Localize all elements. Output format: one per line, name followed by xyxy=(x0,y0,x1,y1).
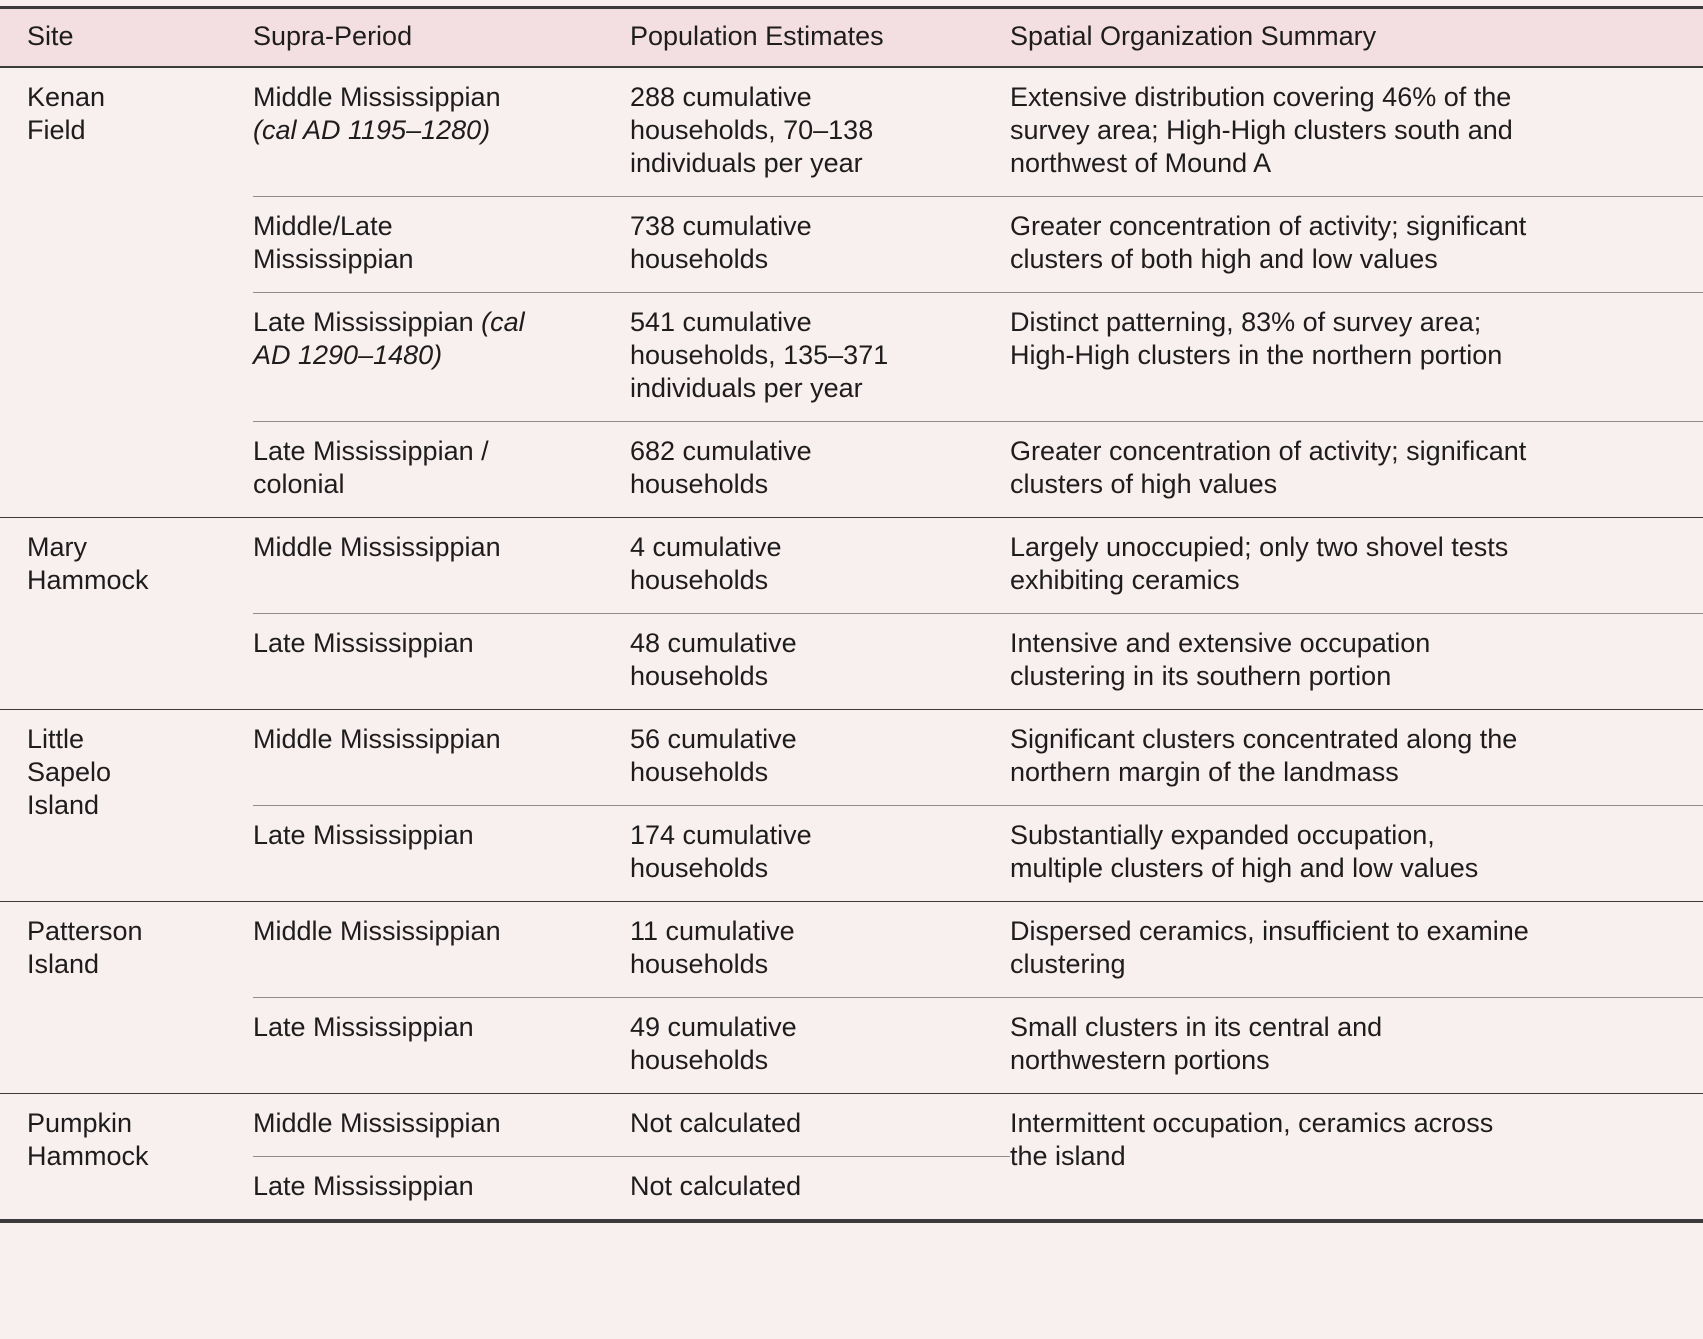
table-body xyxy=(0,67,1703,1221)
period-cell xyxy=(253,614,630,710)
spatial-text: Distinct patterning, 83% of survey area; High-High clusters in the northern portion xyxy=(1010,307,1503,370)
period-label: Middle Mississippian xyxy=(253,724,501,754)
spatial-cell xyxy=(1010,998,1703,1094)
table-row xyxy=(0,806,1703,902)
table-row xyxy=(0,422,1703,518)
period-label: Late Mississippian xyxy=(253,307,482,337)
period-text xyxy=(253,435,538,501)
period-label: Late Mississippian xyxy=(253,1012,474,1042)
site-cell xyxy=(0,67,253,518)
spatial-text: Significant clusters concentrated along the northern margin of the landmass xyxy=(1010,724,1518,787)
period-cell xyxy=(253,902,630,998)
population-text: 56 cumulative households xyxy=(630,724,797,787)
spatial-cell xyxy=(1010,67,1703,197)
population-text: 288 cumulative households, 70–138 individuals per year xyxy=(630,82,874,178)
period-cell xyxy=(253,197,630,293)
site-cell xyxy=(0,710,253,902)
population-text: 48 cumulative households xyxy=(630,628,797,691)
population-text: 682 cumulative households xyxy=(630,436,812,499)
period-text xyxy=(253,210,538,276)
period-label: Middle/Late Mississippian xyxy=(253,211,414,274)
spatial-text: Small clusters in its central and northwestern portions xyxy=(1010,1012,1383,1075)
spatial-cell xyxy=(1010,1094,1703,1222)
spatial-cell xyxy=(1010,197,1703,293)
site-name: Pumpkin Hammock xyxy=(27,1108,149,1171)
period-text xyxy=(253,81,538,147)
population-text: Not calculated xyxy=(630,1108,802,1138)
period-text xyxy=(253,1170,538,1203)
period-cell xyxy=(253,1157,630,1222)
table-row xyxy=(0,902,1703,998)
calibrated-date-range: (cal AD 1290–1480) xyxy=(253,307,525,370)
table-row xyxy=(0,518,1703,614)
table-row xyxy=(0,614,1703,710)
spatial-cell xyxy=(1010,518,1703,614)
period-cell xyxy=(253,1094,630,1157)
population-text: 4 cumulative households xyxy=(630,532,782,595)
period-text xyxy=(253,531,538,564)
spatial-cell xyxy=(1010,902,1703,998)
population-text: 174 cumulative households xyxy=(630,820,812,883)
period-cell xyxy=(253,422,630,518)
table-row xyxy=(0,1094,1703,1157)
population-cell xyxy=(630,1094,1010,1157)
column-header-supra-period xyxy=(253,8,630,68)
spatial-cell xyxy=(1010,806,1703,902)
spatial-text: Substantially expanded occupation, multiple clusters of high and low values xyxy=(1010,820,1479,883)
population-cell xyxy=(630,710,1010,806)
site-cell xyxy=(0,1094,253,1222)
spatial-cell xyxy=(1010,422,1703,518)
site-name: Little Sapelo Island xyxy=(27,724,112,820)
population-cell xyxy=(630,518,1010,614)
period-cell xyxy=(253,806,630,902)
column-header-site xyxy=(0,8,253,68)
spatial-text: Dispersed ceramics, insufficient to examine clustering xyxy=(1010,916,1529,979)
period-text xyxy=(253,627,538,660)
population-cell xyxy=(630,1157,1010,1222)
column-header-supra-period-label: Supra-Period xyxy=(253,21,413,51)
population-text: 541 cumulative households, 135–371 individuals per year xyxy=(630,307,889,403)
spatial-cell xyxy=(1010,614,1703,710)
period-cell xyxy=(253,518,630,614)
table-row xyxy=(0,293,1703,422)
period-label: Late Mississippian xyxy=(253,628,474,658)
column-header-site-label: Site xyxy=(27,21,74,51)
period-label: Middle Mississippian xyxy=(253,82,501,112)
population-cell xyxy=(630,902,1010,998)
population-cell xyxy=(630,422,1010,518)
column-header-population-estimates-label: Population Estimates xyxy=(630,21,884,51)
period-text xyxy=(253,1011,538,1044)
site-cell xyxy=(0,902,253,1094)
table-row xyxy=(0,67,1703,197)
table-row xyxy=(0,197,1703,293)
table-row xyxy=(0,998,1703,1094)
population-text: 11 cumulative households xyxy=(630,916,795,979)
period-text xyxy=(253,915,538,948)
spatial-text: Intermittent occupation, ceramics across the island xyxy=(1010,1108,1494,1171)
spatial-text: Greater concentration of activity; significant clusters of high values xyxy=(1010,436,1527,499)
population-cell xyxy=(630,614,1010,710)
period-text xyxy=(253,819,538,852)
period-label: Middle Mississippian xyxy=(253,532,501,562)
population-cell xyxy=(630,806,1010,902)
period-cell xyxy=(253,998,630,1094)
population-cell xyxy=(630,197,1010,293)
period-cell xyxy=(253,710,630,806)
population-cell xyxy=(630,998,1010,1094)
period-label: Late Mississippian xyxy=(253,1171,474,1201)
population-text: 49 cumulative households xyxy=(630,1012,797,1075)
spatial-text: Extensive distribution covering 46% of the survey area; High-High clusters south and northwest of Mound A xyxy=(1010,82,1513,178)
header-row xyxy=(0,8,1703,68)
site-summary-table xyxy=(0,6,1703,1223)
period-text xyxy=(253,306,538,372)
site-name: Mary Hammock xyxy=(27,532,149,595)
population-text: 738 cumulative households xyxy=(630,211,812,274)
population-cell xyxy=(630,67,1010,197)
spatial-text: Intensive and extensive occupation clustering in its southern portion xyxy=(1010,628,1431,691)
period-label: Middle Mississippian xyxy=(253,916,501,946)
period-label: Late Mississippian / colonial xyxy=(253,436,489,499)
spatial-text: Greater concentration of activity; significant clusters of both high and low values xyxy=(1010,211,1527,274)
spatial-cell xyxy=(1010,710,1703,806)
site-name: Patterson Island xyxy=(27,916,143,979)
column-header-spatial-organization-summary xyxy=(1010,8,1703,68)
spatial-cell xyxy=(1010,293,1703,422)
period-text xyxy=(253,723,538,756)
column-header-spatial-organization-summary-label: Spatial Organization Summary xyxy=(1010,21,1377,51)
site-cell xyxy=(0,518,253,710)
population-text: Not calculated xyxy=(630,1171,802,1201)
calibrated-date-range: (cal AD 1195–1280) xyxy=(253,115,491,145)
period-cell xyxy=(253,293,630,422)
period-text xyxy=(253,1107,538,1140)
period-label: Late Mississippian xyxy=(253,820,474,850)
column-header-population-estimates xyxy=(630,8,1010,68)
period-cell xyxy=(253,67,630,197)
population-cell xyxy=(630,293,1010,422)
table-row xyxy=(0,710,1703,806)
period-label: Middle Mississippian xyxy=(253,1108,501,1138)
spatial-text: Largely unoccupied; only two shovel tests exhibiting ceramics xyxy=(1010,532,1509,595)
site-name: Kenan Field xyxy=(27,82,106,145)
